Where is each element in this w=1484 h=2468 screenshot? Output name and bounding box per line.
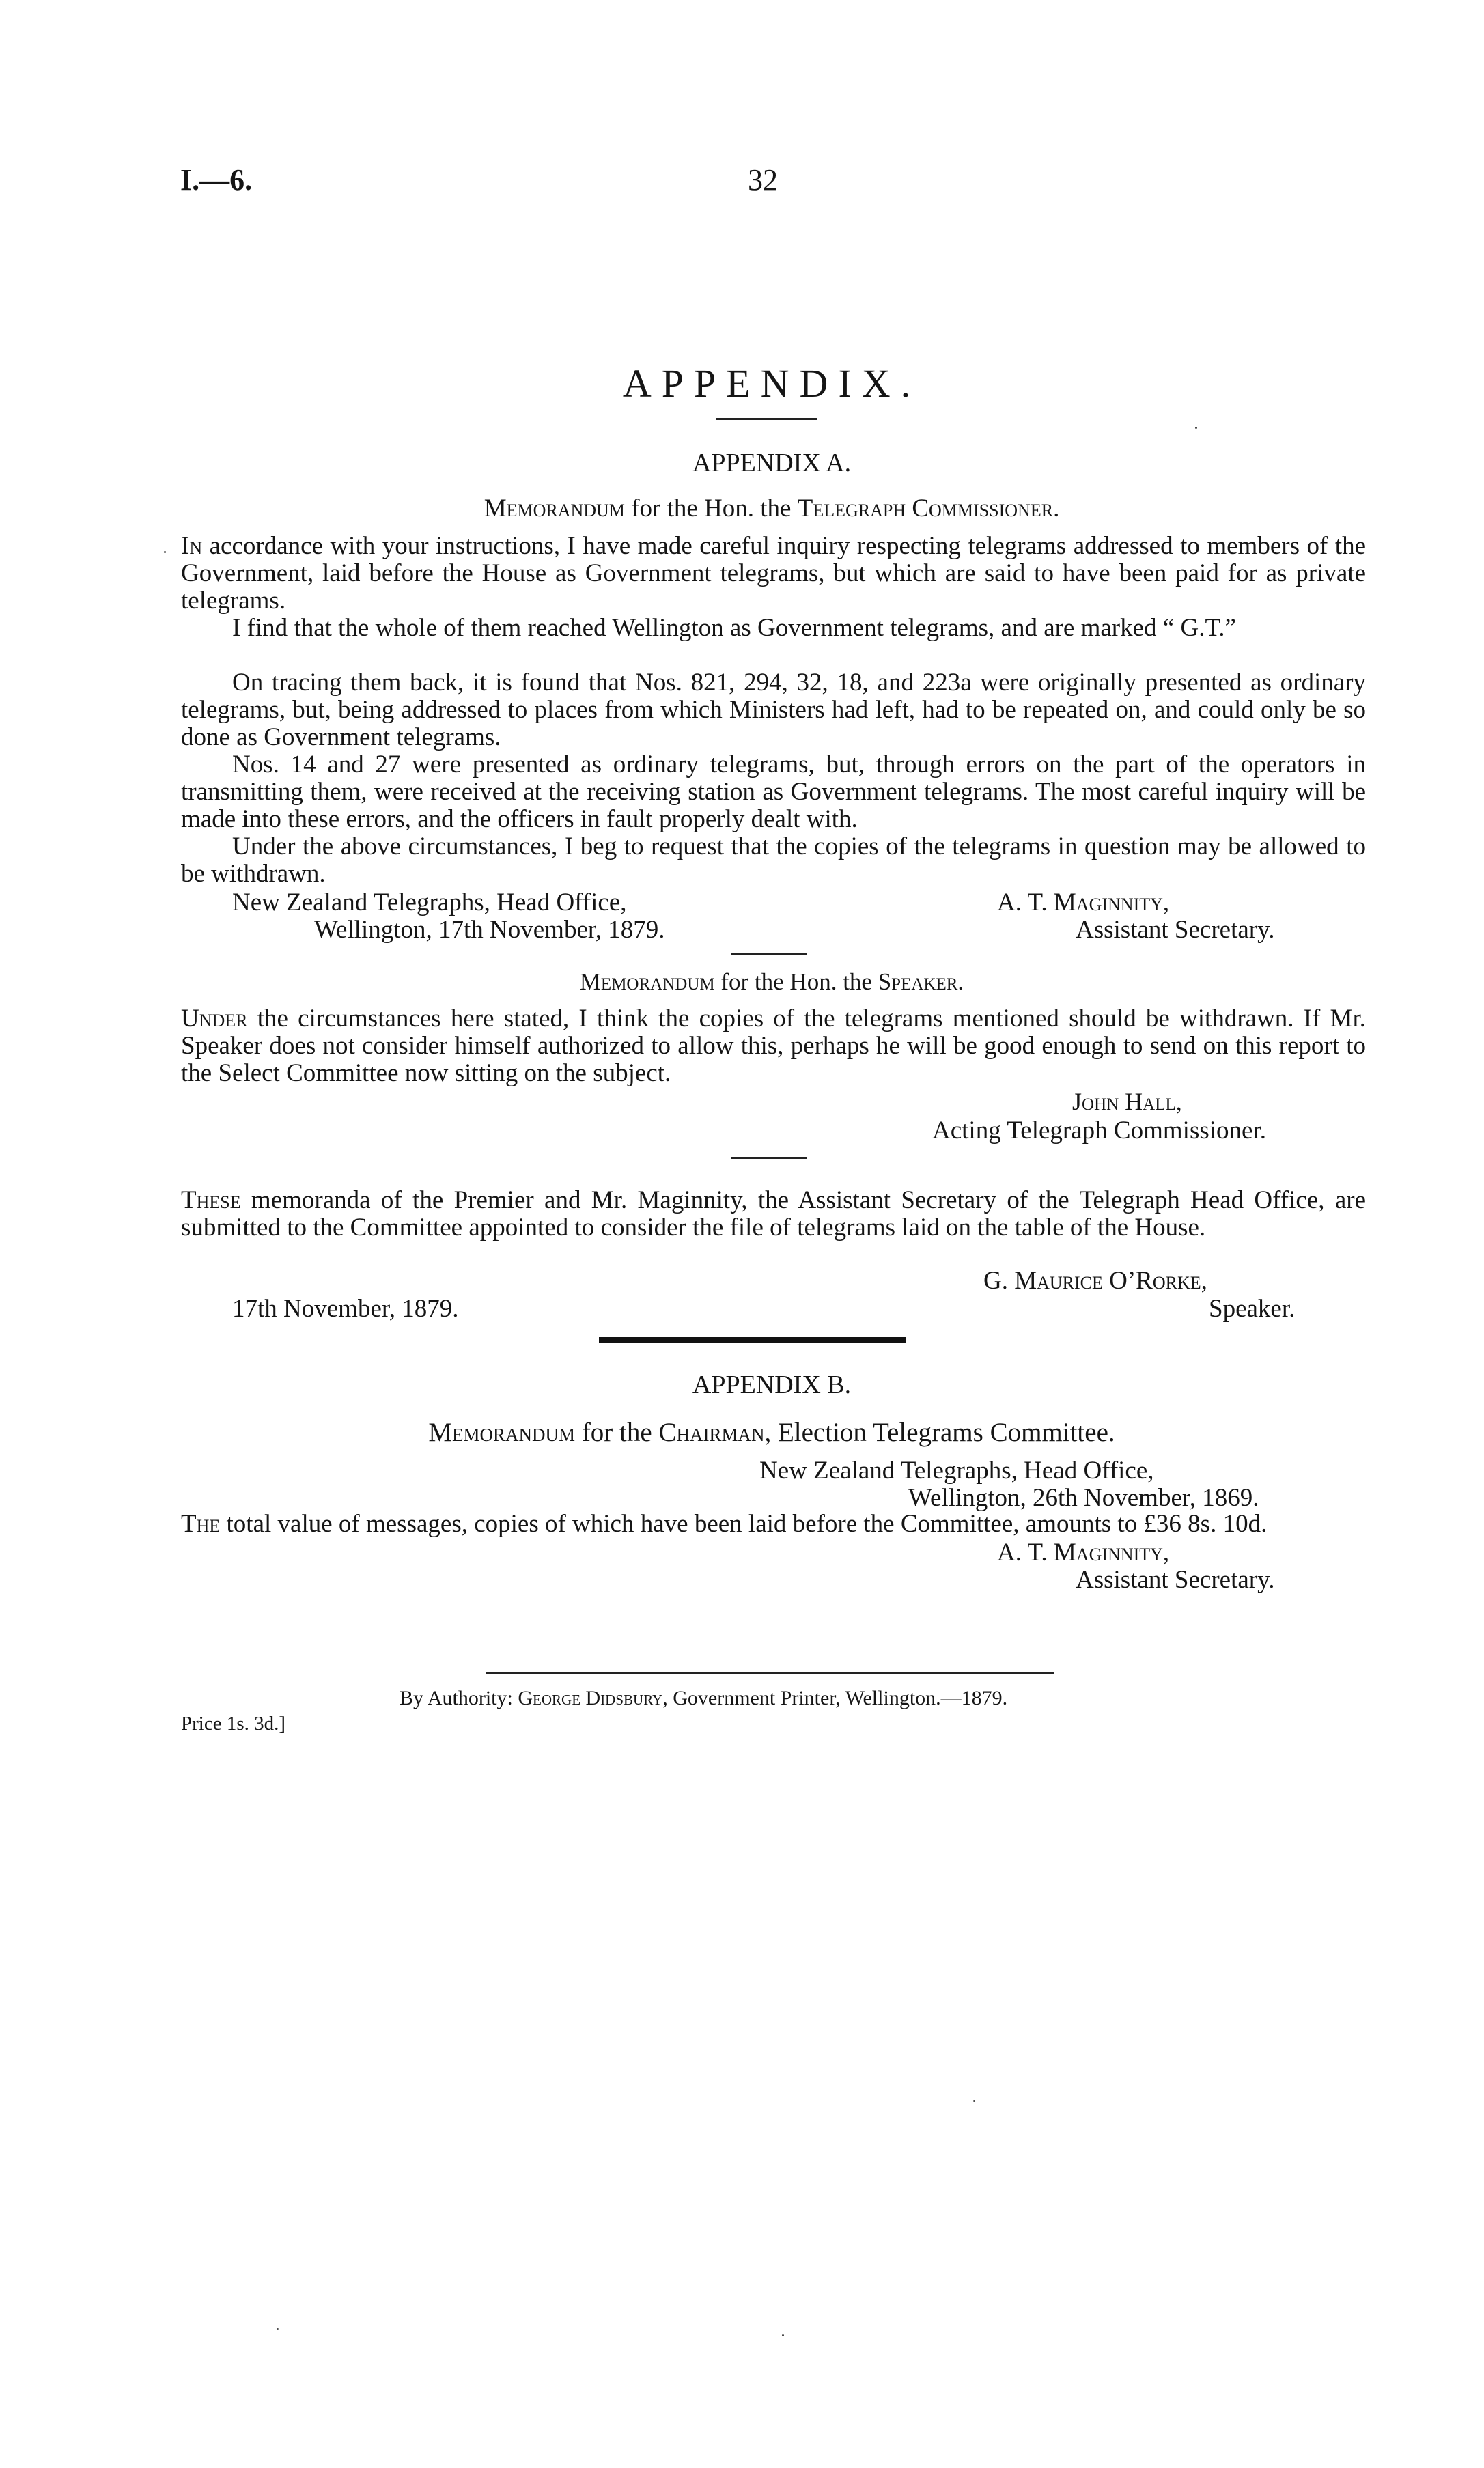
memo1-paragraph-2: I find that the whole of them reached Wellington as Government telegrams, and are marked “ G.T.” xyxy=(232,614,1236,642)
memo3-date: 17th November, 1879. xyxy=(232,1295,459,1323)
appendix-a-heading: APPENDIX A. xyxy=(692,449,852,477)
memo2-title xyxy=(328,968,1216,996)
memo2-paragraph-1 xyxy=(181,1005,1366,1087)
memo4-signatory: A. T. Maginnity, xyxy=(997,1539,1170,1567)
separator-rule-1 xyxy=(731,953,807,955)
memo4-p1-text: total value of messages, copies of which have been laid before the Committee, amounts to £36 8s. 10d. xyxy=(220,1510,1268,1538)
memo2-signatory: John Hall, xyxy=(1072,1088,1182,1115)
memo4-signatory-title: Assistant Secretary. xyxy=(1076,1566,1275,1594)
memo4-title-mid: for the xyxy=(575,1418,659,1447)
memo1-paragraph-4: Nos. 14 and 27 were presented as ordinary telegrams, but, through errors on the part of the operators in transmitting them, were received at the receiving station as Government telegrams. The most careful inquiry will be made into these errors, and the officers in fault properly dealt with. xyxy=(181,751,1366,833)
memo1-paragraph-3: On tracing them back, it is found that Nos. 821, 294, 32, 18, and 223a were originally presented as ordinary telegrams, but, being addressed to places from which Ministers had left, had to be repeated on, and could only be so done as Government telegrams. xyxy=(181,669,1366,751)
memo2-title-lead: Memorandum xyxy=(579,968,715,995)
memo4-title-end: , Election Telegrams Committee. xyxy=(764,1418,1115,1447)
memo4-addressee: Chairman xyxy=(658,1418,765,1447)
printer-authority-line xyxy=(400,1687,1007,1710)
price-note: Price 1s. 3d.] xyxy=(181,1713,286,1735)
memo2-p1-lead: Under xyxy=(181,1005,248,1033)
memo4-place-line-1: New Zealand Telegraphs, Head Office, xyxy=(759,1457,1154,1485)
memo1-title-mid: for the Hon. the xyxy=(624,494,798,522)
memo1-place-line-1: New Zealand Telegraphs, Head Office, xyxy=(232,888,627,916)
memo4-title-lead: Memorandum xyxy=(428,1418,576,1447)
memo2-signatory-title: Acting Telegraph Commissioner. xyxy=(932,1117,1266,1145)
memo3-signatory-title: Speaker. xyxy=(1209,1295,1296,1323)
memo1-addressee: Telegraph Commissioner xyxy=(797,494,1054,522)
memo1-p1-lead: In xyxy=(181,532,203,560)
memo3-signatory: G. Maurice O’Rorke, xyxy=(983,1267,1207,1295)
separator-rule-2 xyxy=(731,1157,807,1159)
authority-end: , Government Printer, Wellington.—1879. xyxy=(662,1687,1008,1709)
page-number: 32 xyxy=(748,163,778,197)
memo2-title-mid: for the Hon. the xyxy=(714,968,878,995)
memo1-p1-text: accordance with your instructions, I have made careful inquiry respecting telegrams addressed to members of the Government, laid before the House as Government telegrams, but which are said to have been paid for as private telegrams. xyxy=(181,532,1366,615)
scan-speck xyxy=(277,2328,279,2330)
scan-speck xyxy=(782,2334,784,2336)
memo2-p1-text: the circumstances here stated, I think the copies of the telegrams mentioned should be withdrawn. If Mr. Speaker does not consider himself authorized to allow this, perhaps he will be good enough to send on this report to the Select Committee now sitting on the subject. xyxy=(181,1005,1366,1087)
authority-lead: By Authority: xyxy=(400,1687,518,1709)
printer-name: George Didsbury xyxy=(518,1687,663,1709)
appendix-b-heading: APPENDIX B. xyxy=(692,1371,852,1399)
scan-speck xyxy=(164,551,166,553)
memo1-title-lead: Memorandum xyxy=(484,494,625,522)
footer-rule xyxy=(486,1672,1054,1674)
memo4-place-line-2: Wellington, 26th November, 1869. xyxy=(908,1484,1259,1512)
memo1-signatory: A. T. Maginnity, xyxy=(997,888,1170,916)
scan-speck xyxy=(1195,427,1197,429)
memo4-paragraph-1 xyxy=(181,1511,1366,1538)
memo1-title-end: . xyxy=(1053,494,1060,522)
memo1-title xyxy=(260,494,1284,523)
document-reference: I.—6. xyxy=(180,163,253,197)
memo1-signatory-title: Assistant Secretary. xyxy=(1076,916,1275,944)
memo1-place-line-2: Wellington, 17th November, 1879. xyxy=(314,916,665,944)
memo1-paragraph-1 xyxy=(181,533,1366,615)
memo3-p1-lead: These xyxy=(181,1186,241,1214)
memo2-title-end: . xyxy=(957,968,964,995)
title-rule xyxy=(716,418,817,420)
memo2-addressee: Speaker xyxy=(878,968,958,995)
memo3-paragraph-1 xyxy=(181,1187,1366,1242)
memo3-p1-text: memoranda of the Premier and Mr. Maginnity, the Assistant Secretary of the Telegraph Head Office, are submitted to the Committee appointed to consider the file of telegrams laid on the table of the House. xyxy=(181,1186,1366,1242)
appendix-title: APPENDIX. xyxy=(622,361,921,406)
memo4-title xyxy=(260,1417,1284,1448)
scan-speck xyxy=(973,2100,975,2102)
memo1-paragraph-5: Under the above circumstances, I beg to request that the copies of the telegrams in question may be allowed to be withdrawn. xyxy=(181,832,1366,888)
memo4-p1-lead: The xyxy=(181,1510,221,1538)
section-divider xyxy=(599,1337,906,1343)
